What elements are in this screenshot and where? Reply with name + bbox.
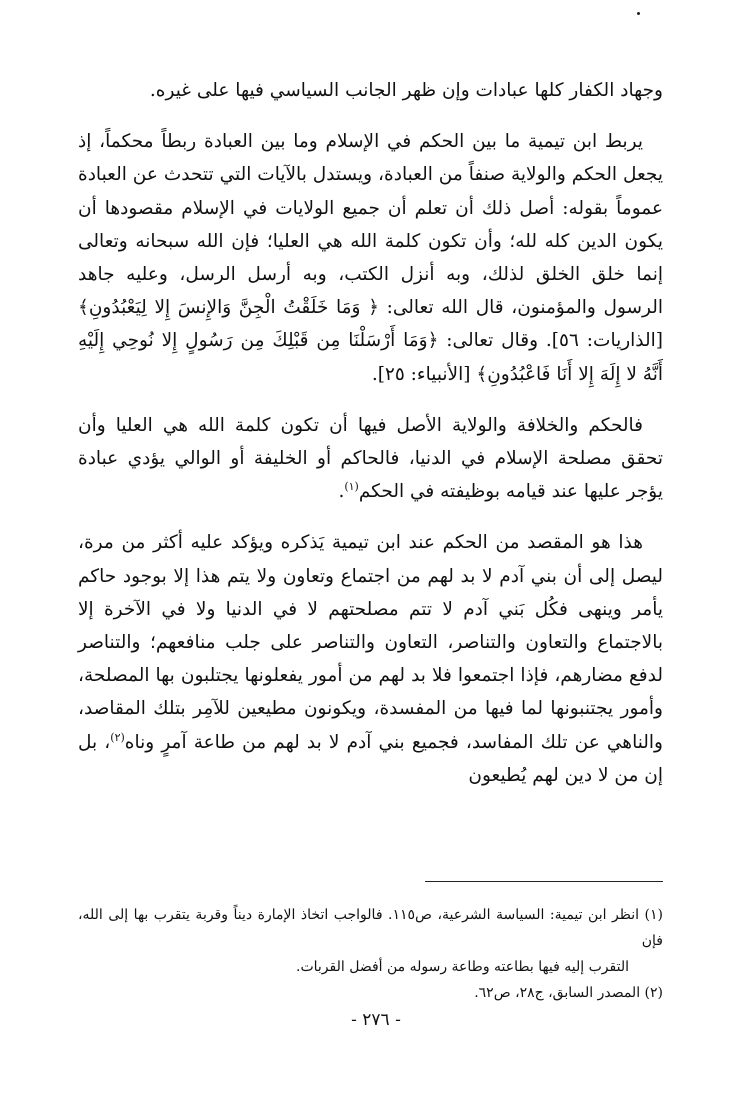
footnote-1 xyxy=(78,902,663,980)
ink-dot xyxy=(637,12,640,15)
footnotes xyxy=(78,902,663,1006)
main-text xyxy=(78,74,663,810)
footnote-ref-1[interactable]: (١) xyxy=(344,480,359,494)
paragraph-2-text: يربط ابن تيمية ما بين الحكم في الإسلام وما بين العبادة ربطاً محكماً، إذ يجعل الحكم والولاية صنفاً من العبادة، ويستدل بالآيات التي تتحدث عن العبادة عموماً بقوله: أصل ذلك أن تعلم أن جميع الولايات في الإسلام مقصودها أن يكون الدين كله لله؛ وأن تكون كلمة الله هي العليا؛ فإن الله سبحانه وتعالى إنما خلق الخلق لذلك، وبه أنزل الكتب، وبه أرسل الرسل، وعليه جاهد الرسول والمؤمنون، قال الله تعالى: ﴿ وَمَا خَلَقْتُ الْجِنَّ وَالإِنسَ إِلا لِيَعْبُدُونِ﴾[الذاريات: ٥٦]. وقال تعالى: ﴿وَمَا أَرْسَلْنَا مِن قَبْلِكَ مِن رَسُولٍ إِلا نُوحِي إِلَيْهِ أَنَّهُ لا إِلَهَ إِلا أَنَا فَاعْبُدُونِ﴾ [الأنبياء: ٢٥]. xyxy=(78,131,664,385)
paragraph-4-end: ، بل إن من لا دين لهم يُطيعون xyxy=(78,731,663,786)
footnote-ref-2[interactable]: (٢) xyxy=(110,730,125,744)
footnote-1-marker: (١) xyxy=(644,907,664,923)
paragraph-1-text: وجهاد الكفار كلها عبادات وإن ظهر الجانب السياسي فيها على غيره. xyxy=(149,80,663,101)
footnote-2-line1: المصدر السابق، ج٢٨، ص٦٢. xyxy=(474,985,641,1001)
footnote-2-marker: (٢) xyxy=(644,985,663,1001)
paragraph-3-end: . xyxy=(338,481,345,503)
footnote-1-line1: انظر ابن تيمية: السياسة الشرعية، ص١١٥. فالواجب اتخاذ الإمارة ديناً وقربة يتقرب بها إلى الله، فإن xyxy=(78,907,663,949)
paragraph-2 xyxy=(78,125,663,391)
paragraph-3 xyxy=(78,409,663,509)
paragraph-1 xyxy=(78,74,663,107)
page-number: - ٢٧٦ - xyxy=(351,1010,401,1030)
paragraph-4 xyxy=(78,526,663,792)
paragraph-4-text: هذا هو المقصد من الحكم عند ابن تيمية يَذكره ويؤكد عليه أكثر من مرة، ليصل إلى أن بني آدم لا بد لهم من اجتماع وتعاون ولا يتم هذا إلا بوجود حاكم يأمر وينهى فكُل بَني آدم لا تتم مصلحتهم لا في الدنيا ولا في الآخرة إلا بالاجتماع والتعاون والتناصر، التعاون والتناصر على جلب منافعهم؛ والتناصر لدفع مضارهم، فإذا اجتمعوا فلا بد لهم من أمور يفعلونها يجتلبون بها المصلحة، وأمور يجتنبونها لما فيها من المفسدة، ويكونون مطيعين للآمِر بتلك المقاصد، والناهي عن تلك المفاسد، فجميع بني آدم لا بد لهم من طاعة آمرٍ وناه xyxy=(78,532,663,753)
footnote-divider xyxy=(425,881,663,882)
paragraph-3-text: فالحكم والخلافة والولاية الأصل فيها أن تكون كلمة الله هي العليا وأن تحقق مصلحة الإسلام في الدنيا، فالحاكم أو الخليفة أو الوالي يؤدي عبادة يؤجر عليها عند قيامه بوظيفته في الحكم xyxy=(78,414,663,503)
footnote-1-line2: التقرب إليه فيها بطاعته وطاعة رسوله من أفضل القربات. xyxy=(296,959,629,975)
footnote-2 xyxy=(78,980,663,1006)
